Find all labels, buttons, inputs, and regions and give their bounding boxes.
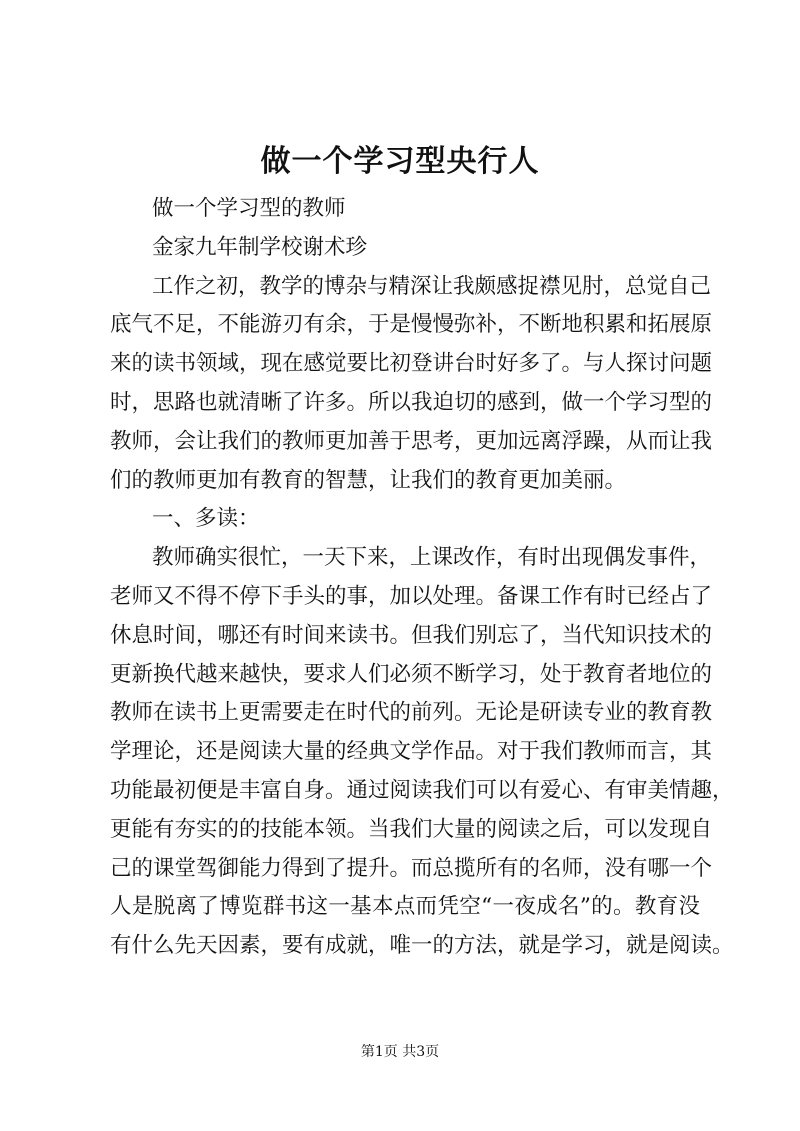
document-title: 做一个学习型央行人: [260, 144, 540, 179]
paragraph-line: 工作之初，教学的博杂与精深让我颇感捉襟见肘，总觉自己: [152, 273, 712, 299]
page-number-footer: 第1页 共3页: [360, 1044, 440, 1060]
paragraph-line: 休息时间，哪还有时间来读书。但我们别忘了，当代知识技术的: [110, 622, 713, 648]
paragraph-line: 更能有夯实的的技能本领。当我们大量的阅读之后，可以发现自: [110, 816, 713, 842]
paragraph-line: 更新换代越来越快，要求人们必须不断学习，处于教育者地位的: [110, 661, 713, 687]
paragraph-line: 学理论，还是阅读大量的经典文学作品。对于我们教师而言，其: [110, 739, 713, 765]
author-line: 金家九年制学校谢术珍: [152, 234, 368, 260]
paragraph-line: 时，思路也就清晰了许多。所以我迫切的感到，做一个学习型的: [110, 389, 713, 415]
paragraph-line: 来的读书领域，现在感觉要比初登讲台时好多了。与人探讨问题: [110, 351, 713, 377]
paragraph-line: 教师确实很忙，一天下来，上课改作，有时出现偶发事件，: [152, 545, 712, 571]
paragraph-line: 教师，会让我们的教师更加善于思考，更加远离浮躁，从而让我: [110, 428, 713, 454]
paragraph-line: 老师又不得不停下手头的事，加以处理。备课工作有时已经占了: [110, 583, 713, 609]
paragraph-line: 己的课堂驾御能力得到了提升。而总揽所有的名师，没有哪一个: [110, 855, 713, 881]
subtitle: 做一个学习型的教师: [152, 196, 346, 221]
paragraph-line: 有什么先天因素，要有成就，唯一的方法，就是学习，就是阅读。: [110, 933, 734, 959]
document-body: [110, 190, 734, 966]
paragraph-line: 教师在读书上更需要走在时代的前列。无论是研读专业的教育教: [110, 700, 713, 726]
paragraph-line: 功能最初便是丰富自身。通过阅读我们可以有爱心、有审美情趣，: [110, 777, 734, 803]
paragraph-line: 底气不足，不能游刃有余，于是慢慢弥补，不断地积累和拓展原: [110, 312, 713, 338]
paragraph-line: 人是脱离了博览群书这一基本点而凭空“一夜成名”的。教育没: [110, 894, 700, 920]
paragraph-line: 们的教师更加有教育的智慧，让我们的教育更加美丽。: [110, 467, 627, 493]
section-heading: 一、多读：: [152, 506, 260, 532]
